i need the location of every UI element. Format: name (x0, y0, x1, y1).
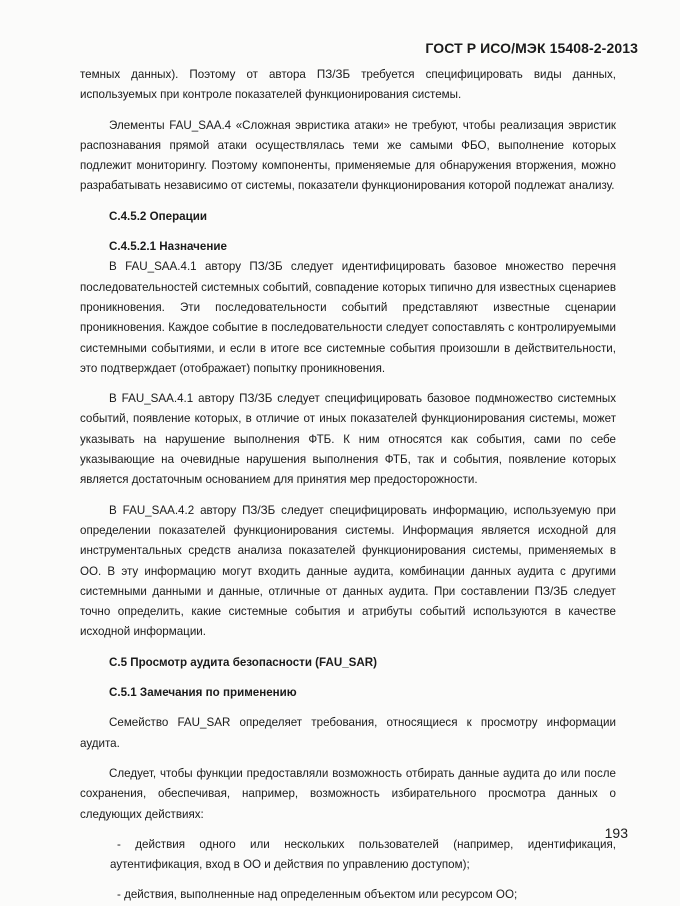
paragraph: В FAU_SAA.4.1 автору ПЗ/ЗБ следует специфицировать базовое подмножество системных событий, появление которых, в отличие от иных показателей функционирования системы, может указывать на нарушение выполнения ФТБ. К ним относятся как события, сами по себе указывающие на очевидные нарушения выполнения ФТБ, так и события, появление которых является достаточным основанием для принятия мер предосторожности. (80, 392, 616, 487)
paragraph: Следует, чтобы функции предоставляли возможность отбирать данные аудита до или после сохранения, обеспечивая, например, возможность избирательного просмотра данных о следующих действиях: (80, 766, 616, 821)
document-header: ГОСТ Р ИСО/МЭК 15408-2-2013 (425, 40, 638, 56)
paragraph: Элементы FAU_SAA.4 «Сложная эвристика атаки» не требуют, чтобы реализация эвристик распознавания прямой атаки осуществлялась теми же самыми ФБО, выполнение которых подлежит мониторингу. Поэтому компоненты, применяемые для обнаружения вторжения, можно разрабатывать независимо от системы, показатели функционирования которой подлежат анализу. (80, 118, 616, 193)
paragraph: темных данных). Поэтому от автора ПЗ/ЗБ требуется специфицировать виды данных, используемых при контроле показателей функционирования системы. (80, 68, 616, 102)
paragraph: В FAU_SAA.4.2 автору ПЗ/ЗБ следует специфицировать информацию, используемую при определении показателей функционирования системы. Информация является исходной для инструментальных средств анализа показателей функционирования системы, применяемых в ОО. В эту информацию могут входить данные аудита, комбинации данных аудита с другими системными данными и данные, отличные от данных аудита. При составлении ПЗ/ЗБ следует точно определить, какие системные события и атрибуты событий используются в качестве исходной информации. (80, 503, 616, 639)
section-heading: C.5 Просмотр аудита безопасности (FAU_SAR) (109, 655, 377, 669)
document-body (80, 65, 616, 906)
list-item: - действия, выполненные над определенным объектом или ресурсом ОО; (117, 888, 518, 902)
section-heading: C.4.5.2 Операции (109, 209, 207, 223)
paragraph: В FAU_SAA.4.1 автору ПЗ/ЗБ следует идентифицировать базовое множество перечня последовательностей системных событий, совпадение которых типично для известных сценариев проникновения. Эти последовательности событий представляют известные сценарии проникновения. Каждое событие в последовательности следует сопоставлять с контролируемыми системными событиями, и если в итоге все системные события произошли в действительности, это подтверждает (отображает) попытку проникновения. (80, 260, 616, 375)
page-number: 193 (604, 825, 628, 841)
list-item: - действия одного или нескольких пользователей (например, идентификация, аутентификация, вход в ОО и действия по управлению доступом); (110, 837, 616, 872)
paragraph: Семейство FAU_SAR определяет требования, относящиеся к просмотру информации аудита. (80, 716, 616, 750)
subsection-heading: C.5.1 Замечания по применению (109, 686, 297, 700)
subsection-heading: C.4.5.2.1 Назначение (109, 240, 227, 254)
